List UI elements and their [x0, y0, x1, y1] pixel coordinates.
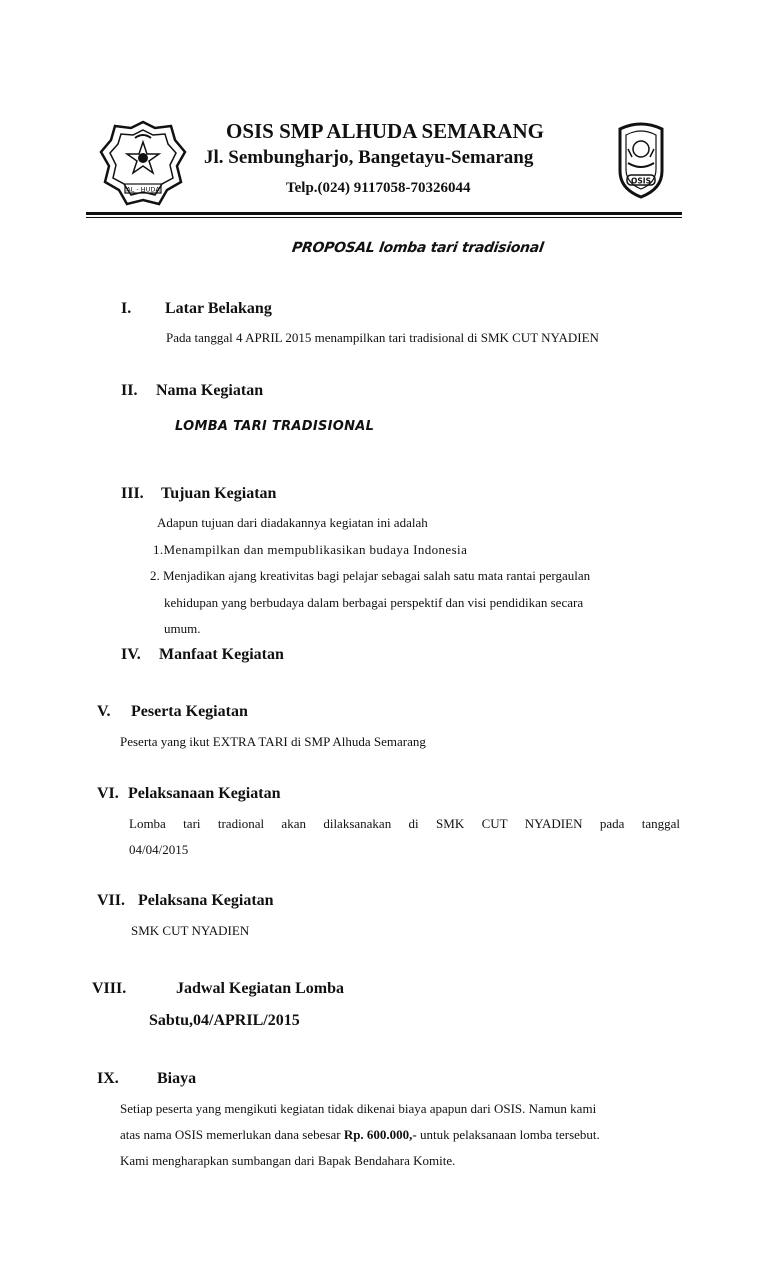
section-num-biaya: IX. [97, 1070, 119, 1087]
section-num-nama: II. [121, 382, 138, 399]
latar-text: Pada tanggal 4 APRIL 2015 menampilkan tari tradisional di SMK CUT NYADIEN [166, 330, 599, 345]
header-rule-thin [86, 217, 682, 218]
document-title: PROPOSAL lomba tari tradisional [290, 240, 545, 256]
tujuan-item-2-line-3: umum. [164, 621, 201, 636]
section-num-peserta: V. [97, 703, 111, 720]
section-heading-manfaat: Manfaat Kegiatan [159, 646, 284, 663]
section-heading-peserta: Peserta Kegiatan [131, 703, 248, 720]
biaya-amount: Rp. 600.000,- [343, 1127, 417, 1142]
biaya-line-3: Kami mengharapkan sumbangan dari Bapak Bendahara Komite. [120, 1153, 456, 1168]
school-logo-label: AL - HUDA [126, 185, 160, 194]
osis-logo-label: OSIS [631, 176, 651, 186]
jadwal-date: Sabtu,04/APRIL/2015 [149, 1012, 300, 1029]
nama-kegiatan-text: LOMBA TARI TRADISIONAL [175, 419, 375, 434]
section-num-latar: I. [121, 300, 132, 317]
org-name: OSIS SMP ALHUDA SEMARANG [226, 119, 544, 143]
section-heading-nama: Nama Kegiatan [156, 382, 264, 399]
pelaksanaan-line-1: Lomba tari tradional akan dilaksanakan di SMK CUT NYADIEN pada tanggal [129, 816, 680, 831]
section-heading-latar: Latar Belakang [165, 300, 272, 317]
section-heading-tujuan: Tujuan Kegiatan [161, 485, 277, 502]
section-heading-pelaksanaan: Pelaksanaan Kegiatan [128, 785, 281, 802]
peserta-text: Peserta yang ikut EXTRA TARI di SMP Alhuda Semarang [120, 734, 426, 749]
biaya-line-2 [120, 1127, 600, 1143]
tujuan-intro: Adapun tujuan dari diadakannya kegiatan ini adalah [157, 515, 428, 530]
section-heading-pelaksana: Pelaksana Kegiatan [138, 892, 274, 909]
school-logo [97, 118, 189, 212]
section-num-pelaksana: VII. [97, 892, 126, 909]
pelaksanaan-line-2: 04/04/2015 [129, 842, 189, 857]
section-num-manfaat: IV. [121, 646, 141, 663]
tujuan-item-2-line-1: 2. Menjadikan ajang kreativitas bagi pelajar sebagai salah satu mata rantai pergaulan [150, 568, 591, 583]
biaya-line-1: Setiap peserta yang mengikuti kegiatan tidak dikenai biaya apapun dari OSIS. Namun kami [120, 1101, 597, 1116]
pelaksana-text: SMK CUT NYADIEN [131, 923, 250, 938]
section-num-tujuan: III. [121, 485, 144, 502]
biaya-line-2-a: atas nama OSIS memerlukan dana sebesar [120, 1127, 344, 1142]
section-num-pelaksanaan: VI. [97, 785, 119, 802]
header-rule-thick [86, 212, 682, 215]
tujuan-item-1: 1.Menampilkan dan mempublikasikan budaya Indonesia [153, 542, 468, 557]
tujuan-item-2-line-2: kehidupan yang berbudaya dalam berbagai perspektif dan visi pendidikan secara [164, 595, 584, 610]
section-num-jadwal: VIII. [92, 980, 127, 997]
org-phone: Telp.(024) 9117058-70326044 [286, 180, 471, 196]
org-address: Jl. Sembungharjo, Bangetayu-Semarang [204, 147, 534, 168]
osis-logo [610, 119, 672, 201]
section-heading-biaya: Biaya [157, 1070, 197, 1087]
section-heading-jadwal: Jadwal Kegiatan Lomba [176, 980, 345, 997]
biaya-line-2-c: untuk pelaksanaan lomba tersebut. [416, 1127, 600, 1142]
